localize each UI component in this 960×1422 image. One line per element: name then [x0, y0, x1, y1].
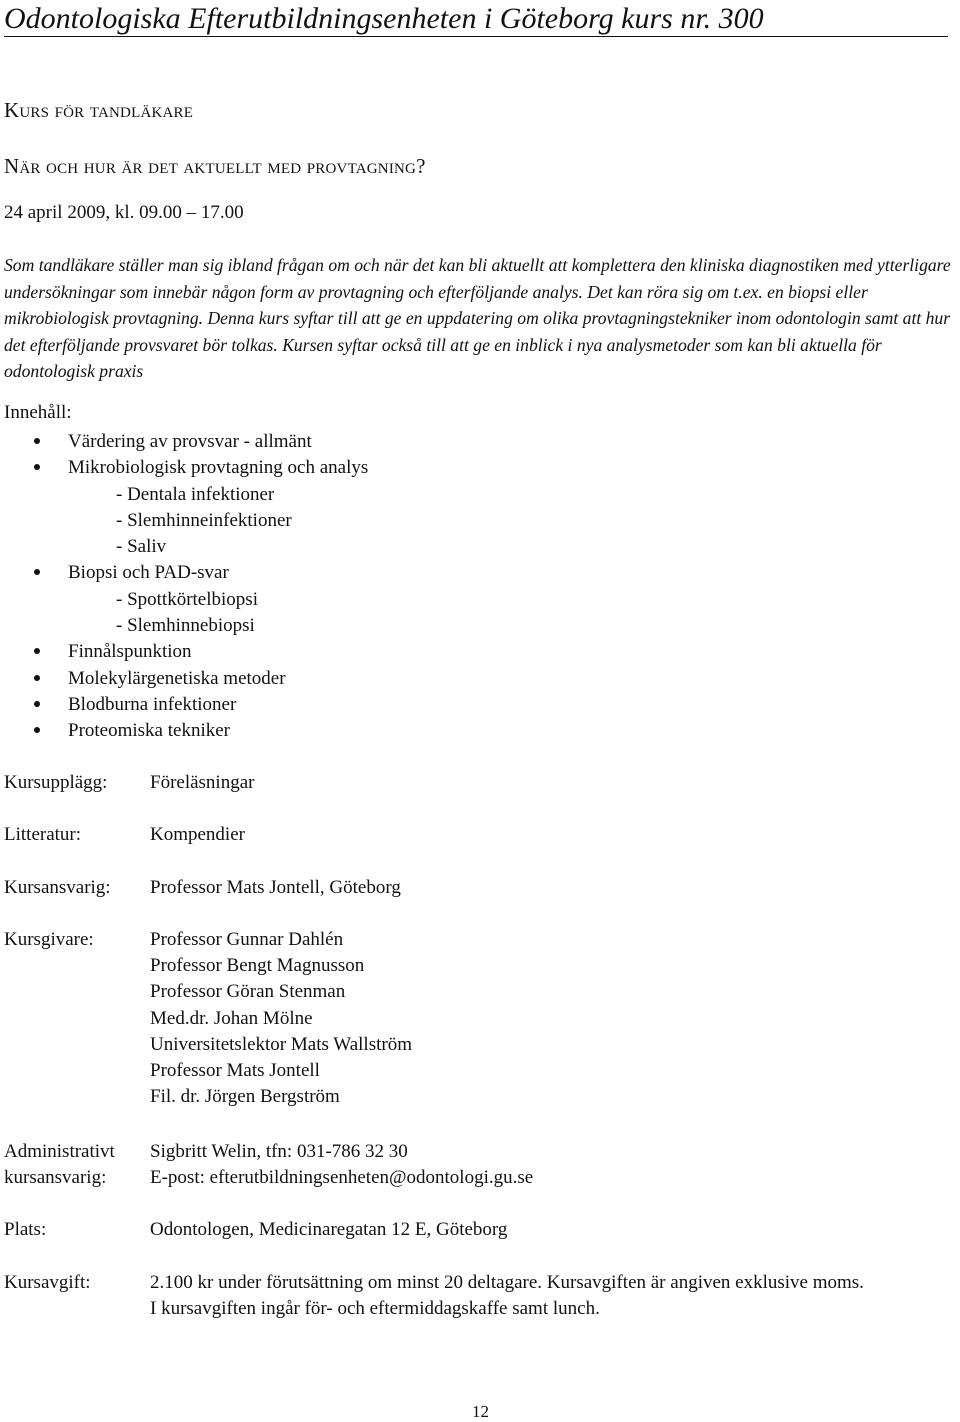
- contents-subitem: - Saliv: [116, 536, 167, 558]
- contents-item: Biopsi och PAD-svar: [34, 560, 368, 586]
- lecturers-label: Kursgivare:: [4, 929, 94, 950]
- administrative-label: Administrativt kursansvarig:: [4, 1141, 115, 1189]
- contents-subitem: - Dentala infektioner: [116, 483, 275, 505]
- course-heading: När och hur är det aktuellt med provtagning?: [4, 154, 426, 178]
- contents-item: Värdering av provsvar - allmänt: [34, 429, 368, 455]
- admin-email: E-post: efterutbildningsenheten@odontologi.gu.se: [150, 1167, 534, 1189]
- audience-label: Kurs för tandläkare: [4, 98, 194, 122]
- course-format-label: Kursupplägg:: [4, 772, 108, 793]
- contents-label: Innehåll:: [4, 402, 72, 423]
- header-rule: [4, 36, 948, 37]
- contents-list: [34, 429, 368, 745]
- contents-subitem: - Slemhinneinfektioner: [116, 509, 292, 531]
- contents-subitem: - Slemhinnebiopsi: [116, 615, 255, 637]
- contents-item: Proteomiska tekniker: [34, 718, 368, 744]
- course-director-label: Kursansvarig:: [4, 877, 111, 898]
- lecturers-list: [150, 927, 412, 1110]
- location-label: Plats:: [4, 1219, 47, 1240]
- course-director-value: Professor Mats Jontell, Göteborg: [150, 877, 401, 898]
- contents-item: Mikrobiologisk provtagning och analys: [34, 455, 368, 481]
- course-header-title: Odontologiska Efterutbildningsenheten i Göteborg kurs nr. 300: [4, 2, 764, 35]
- course-datetime: 24 april 2009, kl. 09.00 – 17.00: [4, 202, 244, 223]
- literature-label: Litteratur:: [4, 824, 82, 845]
- fee-label: Kursavgift:: [4, 1272, 91, 1293]
- bullet-icon: [34, 438, 40, 444]
- literature-value: Kompendier: [150, 824, 245, 845]
- fee-value: [150, 1270, 864, 1322]
- intro-paragraph: Som tandläkare ställer man sig ibland frågan om och när det kan bli aktuellt att komplettera den kliniska diagnostiken med ytterligare undersökningar som innebär någon form av provtagning och efterföljande analys. Det kan röra sig om t.ex. en biopsi eller mikrobiologisk provtagning. Denna kurs syftar till att ge en uppdatering om olika provtagningstekniker inom odontologin samt att hur det efterföljande provsvaret bör tolkas. Kursen syftar också till att ge en inblick i nya analysmetoder som kan bli aktuella för odontologisk praxis: [4, 255, 951, 381]
- fee-line: 2.100 kr under förutsättning om minst 20 deltagare. Kursavgiften är angiven exklusive moms.: [150, 1272, 864, 1293]
- contents-item: Finnålspunktion: [34, 639, 368, 665]
- fee-line: I kursavgiften ingår för- och eftermiddagskaffe samt lunch.: [150, 1298, 600, 1320]
- location-value: Odontologen, Medicinaregatan 12 E, Göteborg: [150, 1219, 508, 1240]
- lecturer-name: Professor Bengt Magnusson: [150, 955, 365, 977]
- lecturer-name: Professor Mats Jontell: [150, 1060, 320, 1082]
- contents-item: Molekylärgenetiska metoder: [34, 666, 368, 692]
- bullet-icon: [34, 675, 40, 681]
- lecturer-name: Fil. dr. Jörgen Bergström: [150, 1086, 340, 1108]
- bullet-icon: [34, 701, 40, 707]
- page-number: 12: [472, 1402, 489, 1421]
- contents-item: Blodburna infektioner: [34, 692, 368, 718]
- lecturer-name: Professor Göran Stenman: [150, 981, 346, 1003]
- admin-phone: Sigbritt Welin, tfn: 031-786 32 30: [150, 1141, 408, 1162]
- lecturer-name: Med.dr. Johan Mölne: [150, 1007, 313, 1029]
- lecturer-name: Professor Gunnar Dahlén: [150, 929, 344, 950]
- lecturer-name: Universitetslektor Mats Wallström: [150, 1033, 412, 1055]
- contents-subitem: - Spottkörtelbiopsi: [116, 588, 258, 610]
- administrative-contact: [150, 1139, 533, 1192]
- course-format-value: Föreläsningar: [150, 772, 255, 793]
